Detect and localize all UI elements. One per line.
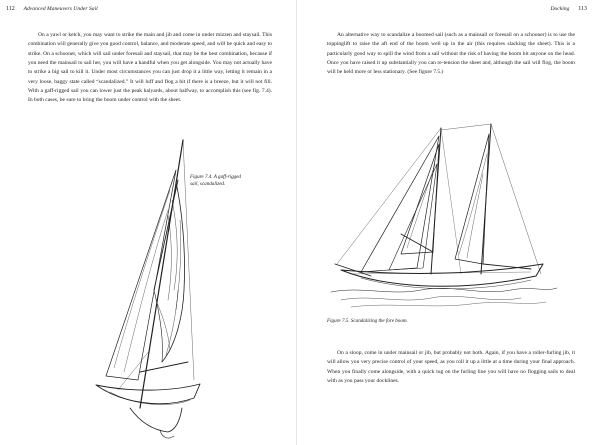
left-page <box>0 0 297 445</box>
figure-7-4-caption-line1: Figure 7.4. A gaff-rigged <box>190 174 241 180</box>
schooner-illustration <box>331 124 557 309</box>
figure-7-5-caption: Figure 7.5. Scandalizing the fore boom. <box>327 318 408 324</box>
right-page <box>297 0 595 445</box>
figure-7-4-caption-line2: sail, scandalized. <box>190 180 226 187</box>
right-running-head: Docking <box>550 6 570 12</box>
right-page-number: 113 <box>578 6 587 12</box>
left-paragraph: On a yawl or ketch, you may want to strike the main and jib and come in under mizzen and staysail. This combination will generally give you good control, balance, and moderate speed, and will be quick and easy to strike. On a schooner, which will sail under foresail and staysail, that may be the best combination, because if you need the mainsail to sail her, you will have a handful when you get alongside. You may not actually have to strike a big sail to kill it. Under most circumstances you can just drop it a little way, letting it remain in a very loose, baggy state called “scandalized.” It will luff and flog a bit if there is a breeze, but it will not fill. With a gaff-rigged sail you can lower just the peak halyards, about halfway, to accomplish this (see fig. 7.4). In both cases, be sure to bring the boom under control with the sheet. <box>28 32 272 104</box>
left-page-header <box>6 6 98 12</box>
left-page-number: 112 <box>6 6 15 12</box>
right-paragraph-2: On a sloop, come in under mainsail or jib, but probably not both. Again, if you have a roller-furling jib, it will allow you very precise control of your speed, as you roll it up a little at a time during your final approach. When you finally come alongside, with a quick tug on the furling line you will have no flogging sails to deal with as you pass your docklines. <box>327 350 575 385</box>
right-paragraph-1: An alternative way to scandalize a boomed sail (such as a mainsail or foresail on a schooner) is to use the toppinglift to raise the aft end of the boom well up in the air (this requires slacking the sheet). This is a particularly good way to spill the wind from a sail without the risk of having the boom hit anyone on the head. Once you have raised it up substantially you can re-tension the sheet and, although the sail will flog, the boom will be held more or less stationary. (See figure 7.5.) <box>327 32 575 76</box>
gaff-rigged-sail-illustration <box>90 140 210 440</box>
right-page-header <box>550 6 587 12</box>
left-running-head: Advanced Maneuvers Under Sail <box>23 6 98 12</box>
